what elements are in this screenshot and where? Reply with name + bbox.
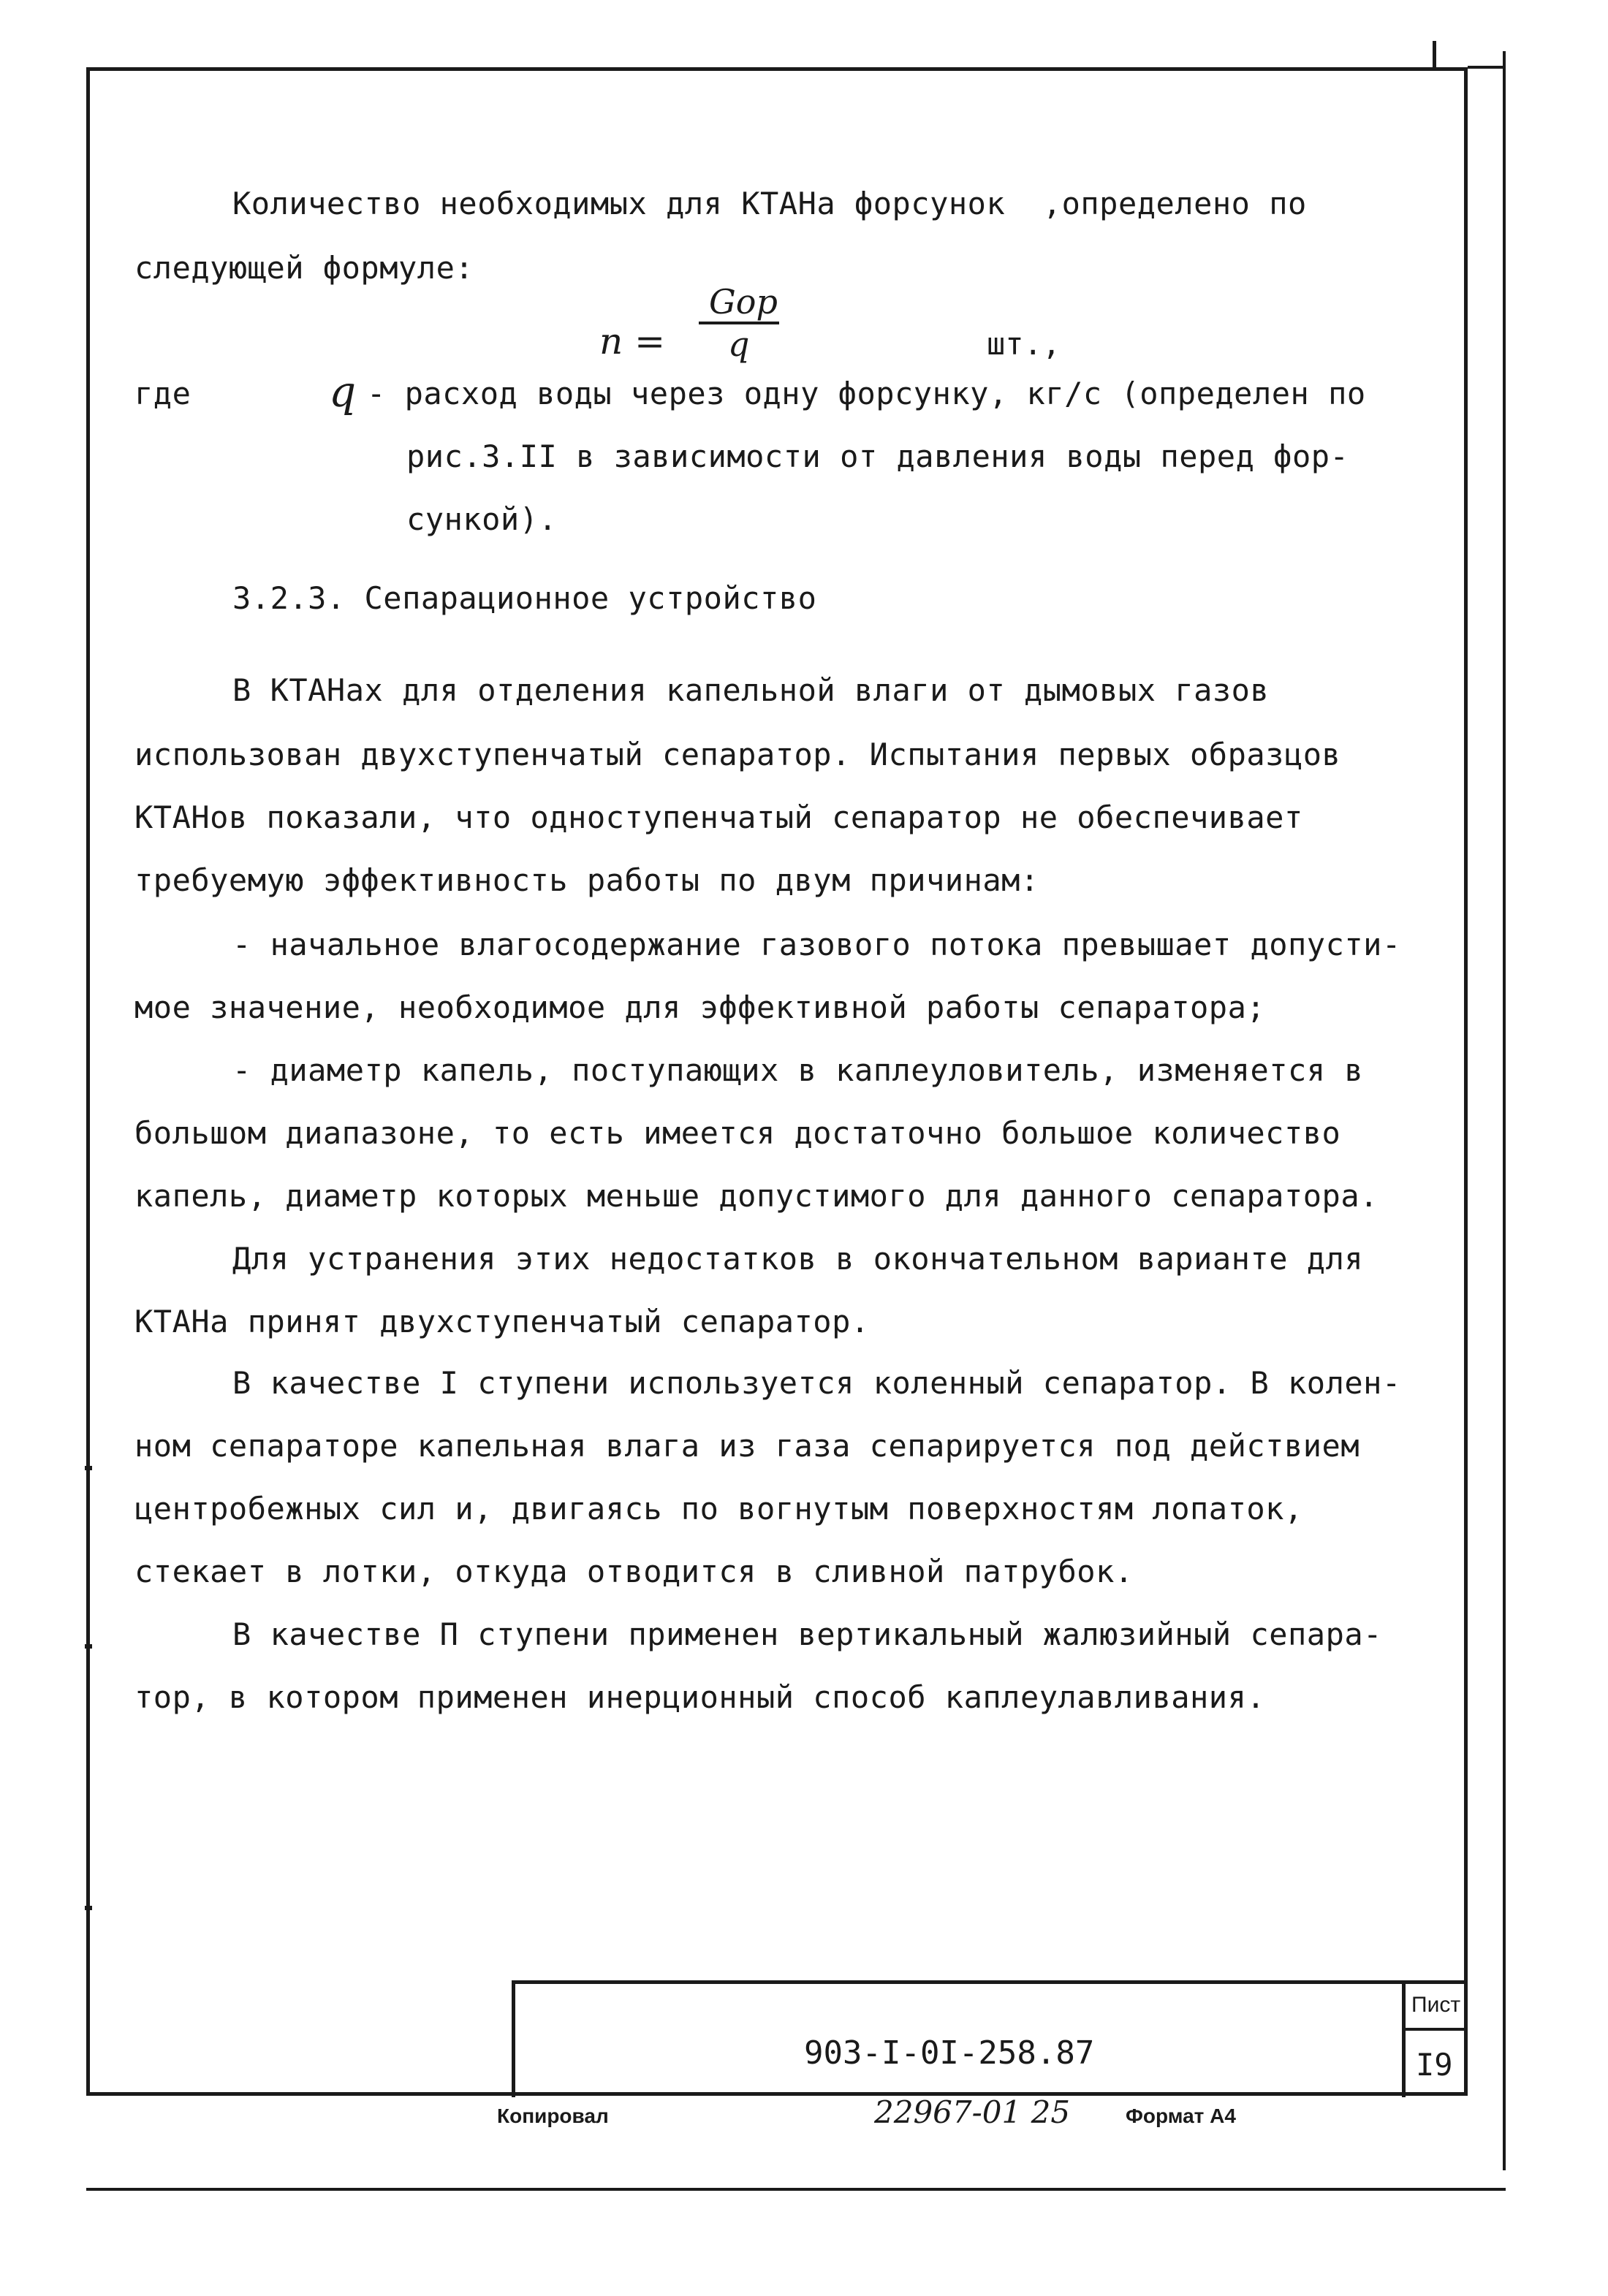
body-line: тор, в котором применен инерционный способ каплеулавливания. (134, 1679, 1266, 1715)
body-line: - начальное влагосодержание газового потока превышает допусти- (232, 927, 1401, 962)
document-number: 903-I-0I-258.87 (804, 2034, 1095, 2072)
body-line: центробежных сил и, двигаясь по вогнутым поверхностям лопаток, (134, 1491, 1303, 1527)
body-line: сункой). (406, 501, 558, 537)
where-label: где (134, 376, 191, 411)
binder-mark (85, 1906, 92, 1910)
body-line: требуемую эффективность работы по двум причинам: (134, 862, 1039, 898)
body-line: ном сепараторе капельная влага из газа сепарируется под действием (134, 1428, 1360, 1464)
body-line: КТАНа принят двухступенчатый сепаратор. (134, 1304, 870, 1339)
body-line: мое значение, необходимое для эффективной работы сепаратора; (134, 989, 1266, 1025)
section-heading: 3.2.3. Сепарационное устройство (232, 580, 817, 616)
formula-numerator: Gор (709, 282, 778, 322)
formula-denominator: q (728, 324, 750, 364)
body-line: КТАНов показали, что одноступенчатый сепаратор не обеспечивает (134, 799, 1303, 835)
body-line: - расход воды через одну форсунку, кг/с (определен по (367, 376, 1366, 411)
sheet-label: Пист (1411, 1993, 1461, 2017)
formula-unit: шт., (987, 326, 1061, 362)
body-line: рис.3.II в зависимости от давления воды перед фор- (406, 438, 1349, 474)
corner-tick (1433, 41, 1436, 69)
sheet-box (1402, 1980, 1468, 2097)
q-symbol: q (329, 367, 357, 417)
formula (599, 282, 906, 362)
bottom-rule (86, 2188, 1506, 2191)
sheet-number: I9 (1416, 2047, 1453, 2083)
sheet-divider (1406, 2028, 1468, 2031)
body-line: капель, диаметр которых меньше допустимого для данного сепаратора. (134, 1178, 1378, 1214)
body-line: В качестве П ступени применен вертикальный жалюзийный сепара- (232, 1616, 1382, 1652)
format-label: Формат А4 (1126, 2105, 1236, 2127)
handwritten-number: 22967-01 25 (874, 2094, 1071, 2130)
body-line: Количество необходимых для КТАНа форсунок ,определено по (232, 186, 1307, 221)
body-line: следующей формуле: (134, 250, 474, 286)
body-line: В качестве I ступени используется коленный сепаратор. В колен- (232, 1365, 1401, 1401)
copied-label: Копировал (497, 2105, 609, 2127)
body-line: - диаметр капель, поступающих в каплеуловитель, изменяется в (232, 1052, 1364, 1088)
body-line: Для устранения этих недостатков в окончательном варианте для (232, 1241, 1364, 1277)
outer-frame-line (1503, 51, 1506, 2170)
body-line: использован двухступенчатый сепаратор. Испытания первых образцов (134, 737, 1341, 772)
body-line: стекает в лотки, откуда отводится в сливной патрубок. (134, 1554, 1134, 1589)
body-line: большом диапазоне, то есть имеется достаточно большое количество (134, 1115, 1341, 1151)
frame-top-extension (1468, 66, 1506, 69)
body-line: В КТАНах для отделения капельной влаги от дымовых газов (232, 672, 1270, 708)
binder-mark (85, 1644, 92, 1649)
formula-lhs: n = (599, 320, 665, 362)
binder-mark (85, 1466, 92, 1470)
